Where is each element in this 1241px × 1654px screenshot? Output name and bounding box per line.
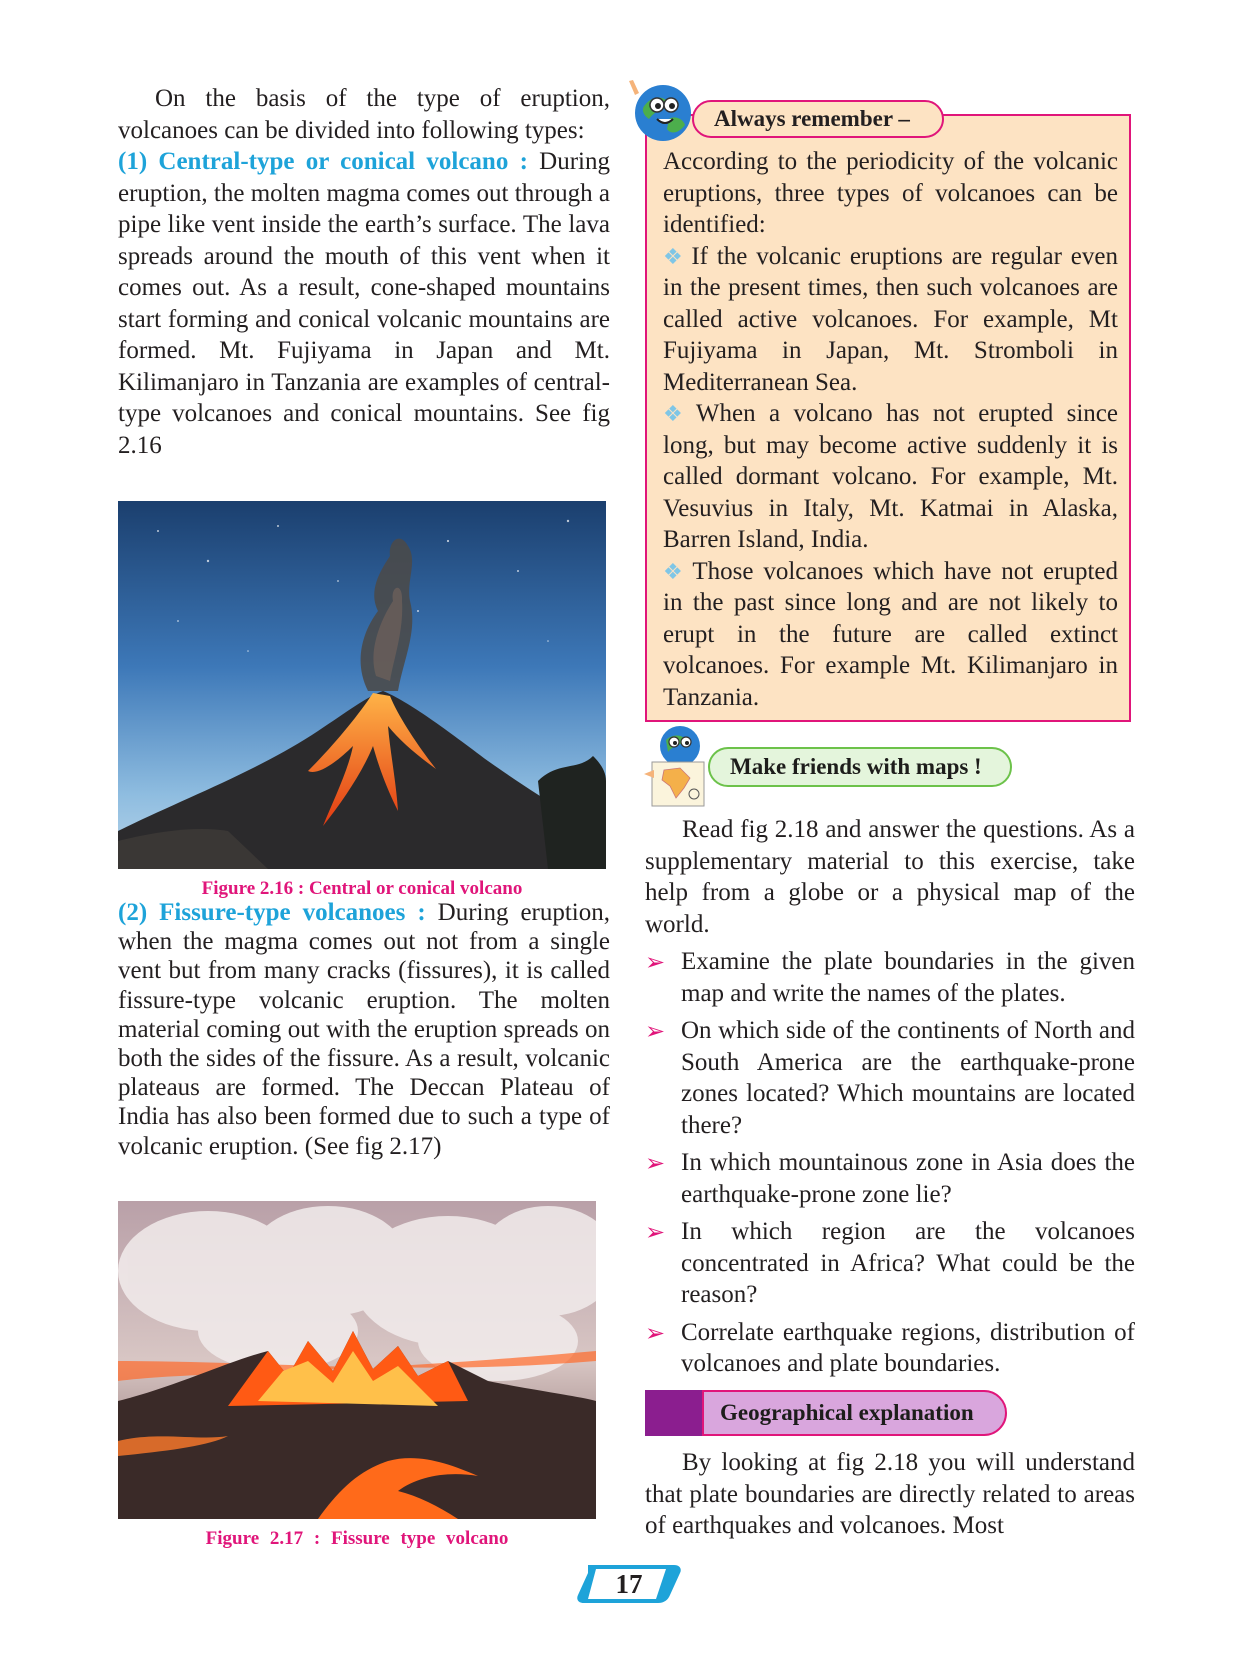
- diamond-bullet-icon: ❖: [663, 401, 690, 426]
- fissure-section: [118, 898, 610, 1161]
- list-item: ➢ On which side of the continents of North and South America are the earthquake-prone zones located? Which mountains are located there?: [645, 1017, 1135, 1139]
- always-remember-content: [663, 146, 1118, 713]
- maps-section: [645, 814, 1135, 1386]
- figure-2-17-caption: Figure 2.17 : Fissure type volcano: [205, 1528, 509, 1549]
- always-remember-title: Always remember –: [692, 100, 944, 138]
- arrow-bullet-icon: ➢: [645, 1220, 666, 1246]
- central-volcano-photo: [118, 501, 606, 869]
- arrow-bullet-icon: ➢: [645, 950, 666, 976]
- page-number: 17: [615, 1569, 643, 1599]
- arrow-bullet-icon: ➢: [645, 1320, 666, 1347]
- make-friends-with-maps-title: Make friends with maps !: [708, 747, 1012, 787]
- arrow-bullet-icon: ➢: [645, 1151, 666, 1177]
- maps-intro: Read fig 2.18 and answer the questions. As a supplementary material to this exercise, take help from a globe or a physical map of the world.: [645, 816, 1135, 938]
- list-item: ➢ Correlate earthquake regions, distribution of volcanoes and plate boundaries.: [645, 1318, 1135, 1377]
- geo-explanation-section: [645, 1447, 1135, 1542]
- arrow-bullet-icon: ➢: [645, 1019, 666, 1045]
- fissure-type-paragraph: [118, 898, 610, 1161]
- always-remember-intro: According to the periodicity of the volcanic eruptions, three types of volcanoes can be identified:: [663, 148, 1118, 238]
- figure-2-16-caption: Figure 2.16 : Central or conical volcano: [201, 878, 523, 899]
- fissure-volcano-photo: [118, 1201, 596, 1519]
- always-remember-bullet-2: ❖ When a volcano has not erupted since long, but may become active suddenly it is called dormant volcano. For example, Mt. Vesuvius in Italy, Mt. Katmai in Alaska, Barren Island, India.: [663, 400, 1118, 553]
- diamond-bullet-icon: ❖: [663, 243, 686, 269]
- list-item: ➢ Examine the plate boundaries in the given map and write the names of the plates.: [645, 948, 1135, 1007]
- always-remember-bullet-1: ❖ If the volcanic eruptions are regular even in the present times, then such volcanoes are called active volcanoes. For example, Mt Fujiyama in Japan, Mt. Stromboli in Mediterranean Sea.: [663, 242, 1118, 396]
- maps-question-list: [645, 946, 1135, 1380]
- central-type-heading: (1) Central-type or conical volcano :: [118, 148, 528, 175]
- diamond-bullet-icon: ❖: [663, 558, 687, 584]
- fissure-type-text: During eruption, when the magma comes out not from a single vent but from many cracks (fissures), it is called fissure-type volcanic eruption. The molten material coming out with the eruption spreads on both the sides of the fissure. As a result, volcanic plateaus are formed. The Deccan Plateau of India has also been formed due to such a type of volcanic eruption. (See fig 2.17): [118, 899, 611, 1160]
- central-type-paragraph: [118, 146, 610, 461]
- central-type-text: During eruption, the molten magma comes out through a pipe like vent inside the earth’s surface. The lava spreads around the mouth of this vent when it comes out. As a result, cone-shaped mountains start forming and conical volcanic mountains are formed. Mt. Fujiyama in Japan and Mt. Kilimanjaro in Tanzania are examples of central-type volcanoes and conical mountains. See fig 2.16: [118, 148, 610, 459]
- geo-explanation-text: By looking at fig 2.18 you will understand that plate boundaries are directly related to areas of earthquakes and volcanoes. Most: [645, 1449, 1135, 1539]
- list-item: ➢ In which mountainous zone in Asia does the earthquake-prone zone lie?: [645, 1149, 1135, 1208]
- left-column: [118, 83, 610, 461]
- fissure-type-heading: (2) Fissure-type volcanoes :: [118, 899, 426, 926]
- globe-with-map-icon: [640, 722, 718, 810]
- intro-paragraph: On the basis of the type of eruption, volcanoes can be divided into following types:: [118, 85, 610, 144]
- list-item: ➢ In which region are the volcanoes concentrated in Africa? What could be the reason?: [645, 1218, 1135, 1308]
- geo-explanation-marker: [645, 1390, 707, 1436]
- globe-character-icon: [625, 75, 695, 145]
- geographical-explanation-title: Geographical explanation: [702, 1390, 1007, 1436]
- always-remember-bullet-3: ❖ Those volcanoes which have not erupted in the past since long and are not likely to erupt in the future are called extinct volcanoes. For example Mt. Kilimanjaro in Tanzania.: [663, 557, 1118, 711]
